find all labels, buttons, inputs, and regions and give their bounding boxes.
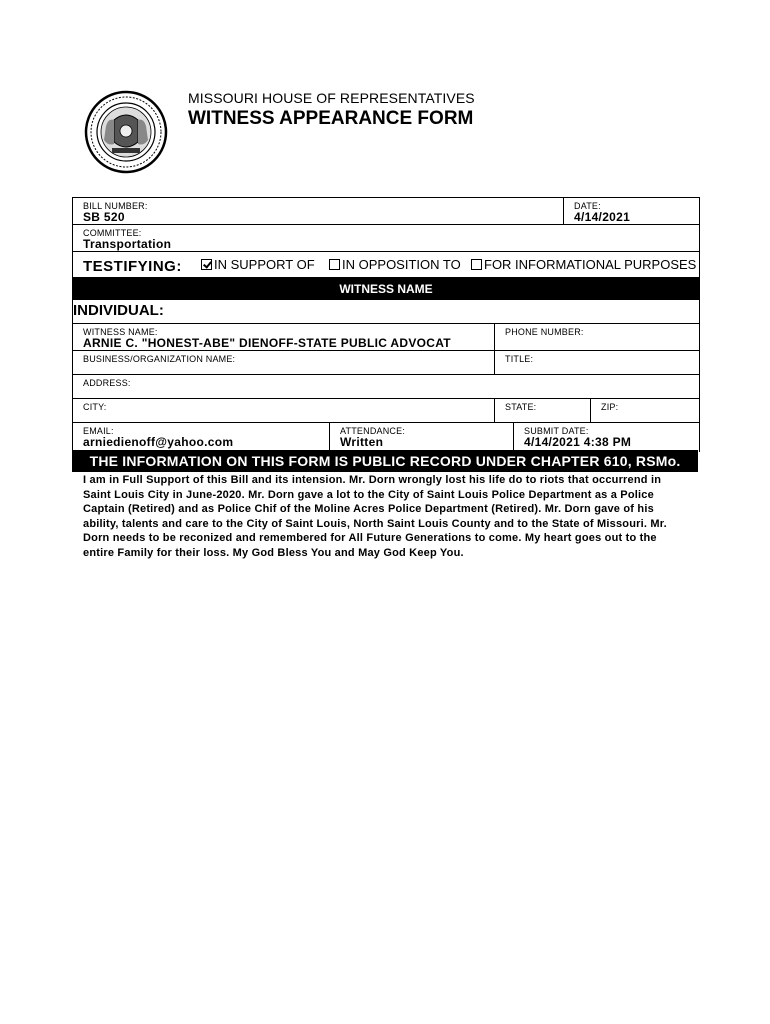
option-support-label: IN SUPPORT OF (214, 257, 315, 272)
witness-name-bar: WITNESS NAME (73, 278, 699, 300)
committee-row (73, 225, 699, 252)
address-row (73, 375, 699, 399)
unchecked-checkbox-icon[interactable] (471, 259, 482, 270)
witness-form (72, 197, 700, 452)
attendance-label: ATTENDANCE: (340, 426, 406, 436)
state-label: STATE: (505, 402, 537, 412)
email-label: EMAIL: (83, 426, 114, 436)
testifying-label: TESTIFYING: (83, 258, 182, 275)
witness-name-cell (73, 324, 494, 350)
email-row (73, 423, 699, 452)
committee-label: COMMITTEE: (83, 228, 142, 238)
zip-cell (590, 399, 699, 422)
bill-number-label: BILL NUMBER: (83, 201, 148, 211)
unchecked-checkbox-icon[interactable] (329, 259, 340, 270)
checked-checkbox-icon[interactable] (201, 259, 212, 270)
witness-name-value: ARNIE C. "HONEST-ABE" DIENOFF-STATE PUBLIC ADVOCAT (83, 336, 451, 350)
business-row (73, 351, 699, 375)
phone-label: PHONE NUMBER: (505, 327, 584, 337)
title-cell (494, 351, 699, 374)
state-seal-icon (84, 90, 168, 174)
title-label: TITLE: (505, 354, 534, 364)
city-cell (73, 399, 494, 422)
submit-date-label: SUBMIT DATE: (524, 426, 589, 436)
option-informational[interactable] (471, 257, 696, 272)
phone-cell (494, 324, 699, 350)
bill-row (73, 198, 699, 225)
city-label: CITY: (83, 402, 107, 412)
date-label: DATE: (574, 201, 601, 211)
city-row (73, 399, 699, 423)
witness-name-row (73, 324, 699, 351)
business-label: BUSINESS/ORGANIZATION NAME: (83, 354, 236, 364)
individual-row (73, 300, 699, 324)
submit-date-value: 4/14/2021 4:38 PM (524, 435, 632, 449)
attendance-cell (329, 423, 513, 452)
individual-heading: INDIVIDUAL: (73, 302, 164, 319)
option-opposition-label: IN OPPOSITION TO (342, 257, 461, 272)
date-value: 4/14/2021 (574, 210, 631, 224)
form-title: WITNESS APPEARANCE FORM (188, 108, 474, 129)
bill-number: SB 520 (83, 210, 125, 224)
zip-label: ZIP: (601, 402, 619, 412)
option-opposition[interactable] (329, 257, 461, 272)
business-cell (73, 351, 494, 374)
email-value: arniedienoff@yahoo.com (83, 435, 234, 449)
option-informational-label: FOR INFORMATIONAL PURPOSES (484, 257, 697, 272)
witness-name-label: WITNESS NAME: (83, 327, 158, 337)
date-cell (563, 198, 699, 224)
address-label: ADDRESS: (83, 378, 131, 388)
committee-value: Transportation (83, 237, 172, 251)
state-cell (494, 399, 590, 422)
option-support[interactable] (201, 257, 315, 272)
testifying-row (73, 252, 699, 278)
email-cell (73, 423, 329, 452)
organization-name: MISSOURI HOUSE OF REPRESENTATIVES (188, 90, 475, 106)
submit-date-cell (513, 423, 699, 452)
attendance-value: Written (340, 435, 384, 449)
witness-comment: I am in Full Support of this Bill and its intension. Mr. Dorn wrongly lost his life do to riots that occurrend in Saint Louis City in June-2020. Mr. Dorn gave a lot to the City of Saint Louis Police Department as a Police Captain (Retired) and as Police Chif of the Moline Acres Police Department (Retired). Mr. Dorn gave of his ability, talents and care to the City of Saint Louis, North Saint Louis County and to the State of Missouri. Mr. Dorn needs to be reconized and remembered for All Future Generations to come. My heart goes out to the entire Family for their loss. My God Bless You and May God Keep You. (83, 474, 667, 559)
public-record-notice: THE INFORMATION ON THIS FORM IS PUBLIC RECORD UNDER CHAPTER 610, RSMo. (72, 450, 698, 472)
bill-number-cell (73, 198, 563, 224)
